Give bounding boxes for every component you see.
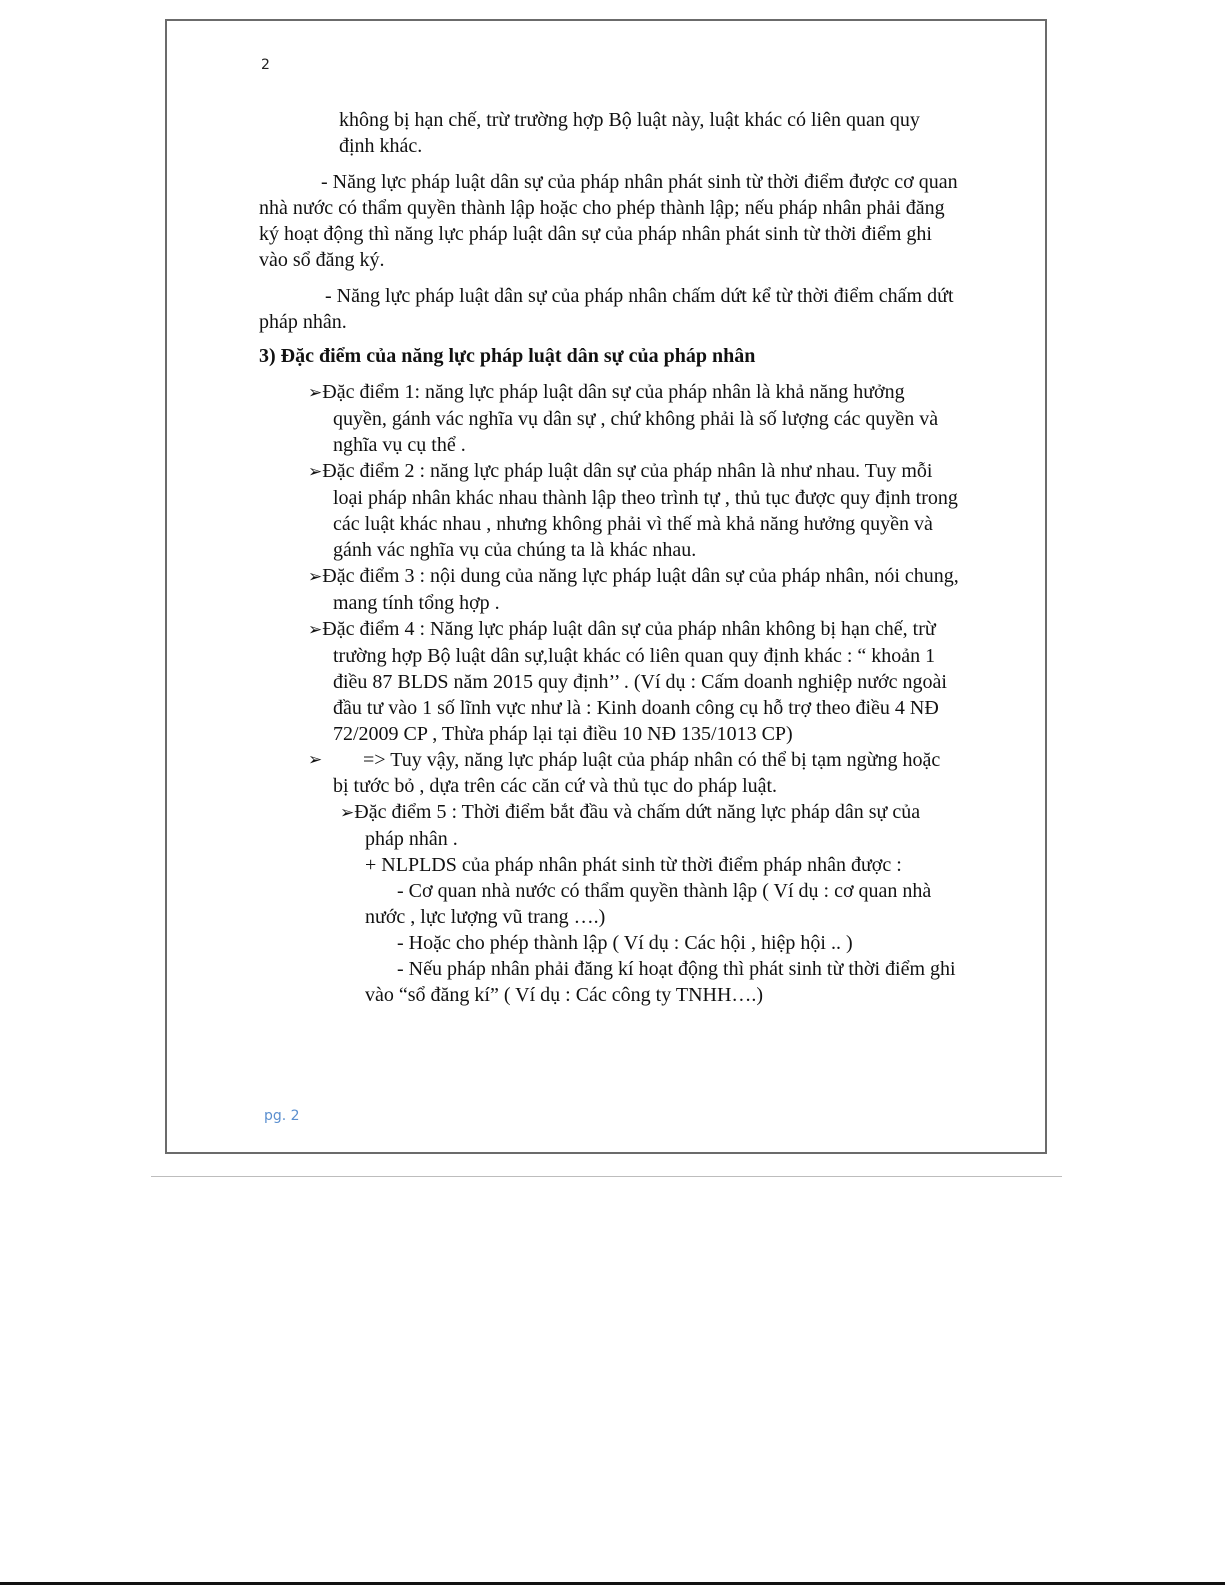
paragraph-capacity-end: - Năng lực pháp luật dân sự của pháp nhân chấm dứt kể từ thời điểm chấm dứt pháp nhân.	[259, 285, 954, 333]
list-item	[259, 563, 959, 616]
page-footer: pg. 2	[264, 1108, 300, 1124]
list-item-text: Đặc điểm 1: năng lực pháp luật dân sự của pháp nhân là khả năng hưởng quyền, gánh vác nghĩa vụ dân sự , chứ không phải là số lượng các quyền và nghĩa vụ cụ thể .	[322, 381, 939, 456]
sub-dash-line: - Nếu pháp nhân phải đăng kí hoạt động thì phát sinh từ thời điểm ghi vào “sổ đăng kí” ( Ví dụ : Các công ty TNHH….)	[365, 958, 956, 1006]
characteristics-list	[259, 379, 959, 799]
sub-plus-line: + NLPLDS của pháp nhân phát sinh từ thời điểm pháp nhân được :	[365, 854, 902, 876]
continued-paragraph: không bị hạn chế, trừ trường hợp Bộ luật này, luật khác có liên quan quy định khác.	[339, 109, 920, 157]
list-item	[259, 379, 959, 458]
section-heading: 3) Đặc điểm của năng lực pháp luật dân sự của pháp nhân	[259, 345, 756, 367]
sub-dash-line: - Hoặc cho phép thành lập ( Ví dụ : Các hội , hiệp hội .. )	[397, 932, 853, 954]
arrow-bullet-icon: ➢	[308, 750, 323, 770]
document-page	[165, 19, 1047, 1154]
sub-list-item-text: Đặc điểm 5 : Thời điểm bắt đầu và chấm dứt năng lực pháp dân sự của pháp nhân .	[354, 801, 921, 850]
list-item-text: Đặc điểm 3 : nội dung của năng lực pháp luật dân sự của pháp nhân, nói chung, mang tính tổng hợp .	[322, 565, 959, 614]
list-item-text: Đặc điểm 2 : năng lực pháp luật dân sự của pháp nhân là như nhau. Tuy mỗi loại pháp nhân khác nhau thành lập theo trình tự , thủ tục được quy định trong các luật khác nhau , nhưng không phải vì thế mà khả năng hưởng quyền và gánh vác nghĩa vụ của chúng ta là khác nhau.	[322, 460, 958, 561]
arrow-bullet-icon: ➢	[308, 620, 323, 640]
page-divider	[151, 1176, 1062, 1177]
paragraph-capacity-start: - Năng lực pháp luật dân sự của pháp nhân phát sinh từ thời điểm được cơ quan nhà nước có thẩm quyền thành lập hoặc cho phép thành lập; nếu pháp nhân phải đăng ký hoạt động thì năng lực pháp luật dân sự của pháp nhân phát sinh từ thời điểm ghi vào sổ đăng ký.	[259, 171, 958, 271]
list-item	[259, 458, 959, 563]
arrow-bullet-icon: ➢	[308, 383, 323, 403]
page-body	[259, 107, 959, 1008]
sub-list-item	[259, 799, 959, 852]
list-item	[259, 747, 959, 799]
sub-dash-line: - Cơ quan nhà nước có thẩm quyền thành lập ( Ví dụ : cơ quan nhà nước , lực lượng vũ trang ….)	[365, 880, 932, 928]
list-item	[259, 616, 959, 747]
arrow-bullet-icon: ➢	[308, 462, 323, 482]
arrow-bullet-icon: ➢	[308, 567, 323, 587]
page-number-header: 2	[261, 57, 270, 73]
arrow-bullet-icon: ➢	[340, 803, 355, 823]
list-item-text: Đặc điểm 4 : Năng lực pháp luật dân sự của pháp nhân không bị hạn chế, trừ trường hợp Bộ luật dân sự,luật khác có liên quan quy định khác : “ khoản 1 điều 87 BLDS năm 2015 quy định’’ . (Ví dụ : Cấm doanh nghiệp nước ngoài đầu tư vào 1 số lĩnh vực như là : Kinh doanh công cụ hỗ trợ theo điều 4 NĐ 72/2009 CP , Thừa pháp lại tại điều 10 NĐ 135/1013 CP)	[322, 618, 947, 745]
list-item-text: => Tuy vậy, năng lực pháp luật của pháp nhân có thể bị tạm ngừng hoặc bị tước bỏ , dựa trên các căn cứ và thủ tục do pháp luật.	[333, 749, 941, 797]
